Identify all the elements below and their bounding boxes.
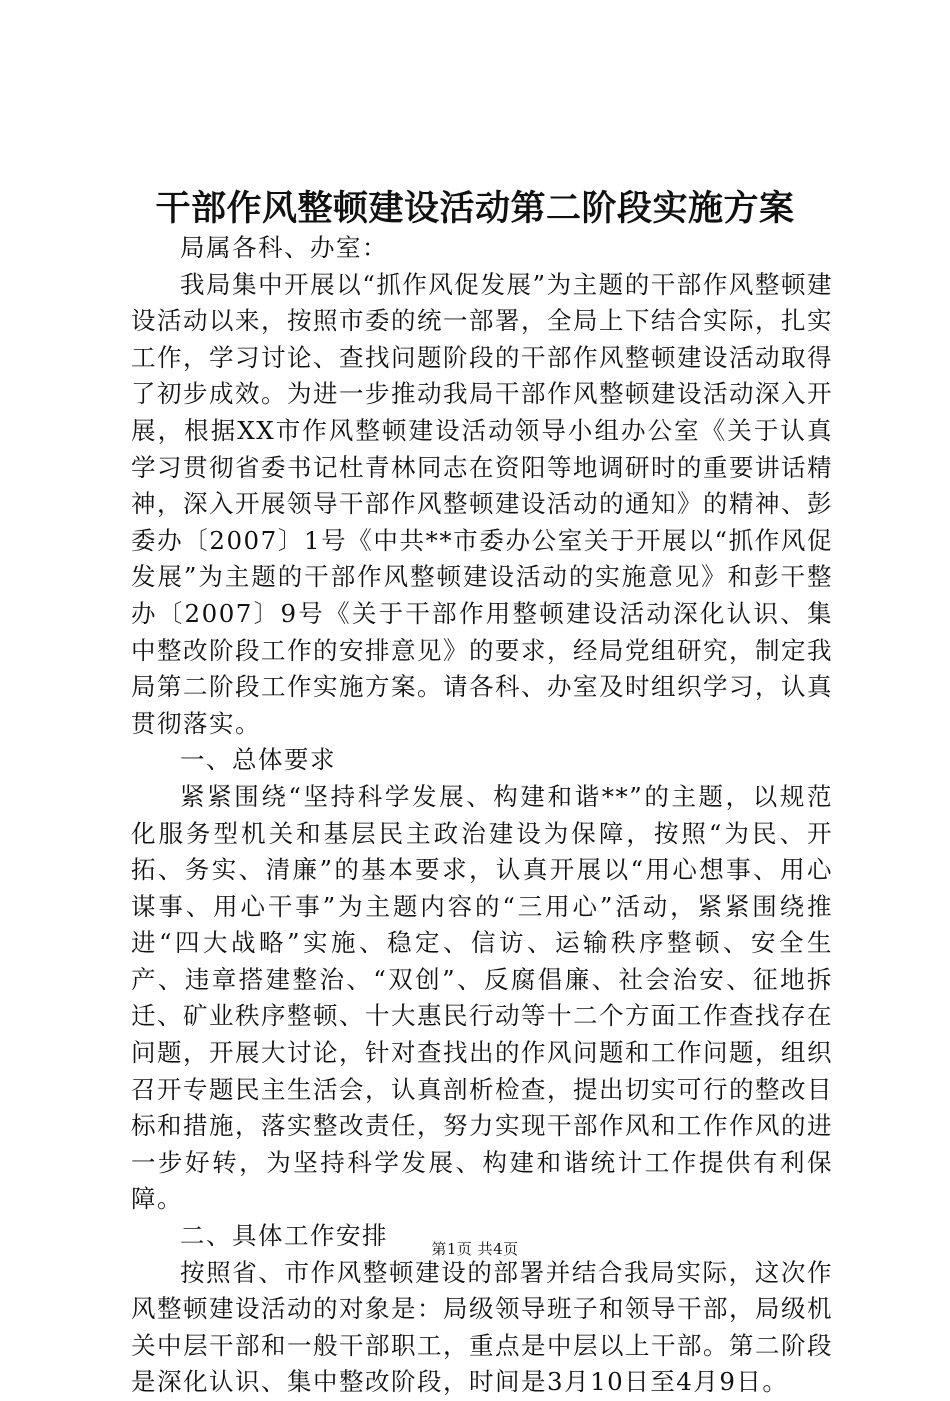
document-body xyxy=(131,230,833,1401)
paragraph-intro: 我局集中开展以“抓作风促发展”为主题的干部作风整顿建设活动以来，按照市委的统一部署，全局上下结合实际，扎实工作，学习讨论、查找问题阶段的干部作风整顿建设活动取得了初步成效。为进一步推动我局干部作风整顿建设活动深入开展，根据XX市作风整顿建设活动领导小组办公室《关于认真学习贯彻省委书记杜青林同志在资阳等地调研时的重要讲话精神，深入开展领导干部作风整顿建设活动的通知》的精神、彭委办〔2007〕1号《中共**市委办公室关于开展以“抓作风促发展”为主题的干部作风整顿建设活动的实施意见》和彭干整办〔2007〕9号《关于干部作用整顿建设活动深化认识、集中整改阶段工作的安排意见》的要求，经局党组研究，制定我局第二阶段工作实施方案。请各科、办室及时组织学习，认真贯彻落实。 xyxy=(131,269,833,738)
document-title: 干部作风整顿建设活动第二阶段实施方案 xyxy=(155,188,795,229)
paragraph-overall-requirements: 紧紧围绕“坚持科学发展、构建和谐**”的主题，以规范化服务型机关和基层民主政治建设为保障，按照“为民、开拓、务实、清廉”的基本要求，认真开展以“用心想事、用心谋事、用心干事”为主题内容的“三用心”活动，紧紧围绕推进“四大战略”实施、稳定、信访、运输秩序整顿、安全生产、违章搭建整治、“双创”、反腐倡廉、社会治安、征地拆迁、矿业秩序整顿、十大惠民行动等十二个方面工作查找存在问题，开展大讨论，针对查找出的作风问题和工作问题，组织召开专题民主生活会，认真剖析检查，提出切实可行的整改目标和措施，落实整改责任，努力实现干部作风和工作作风的进一步好转，为坚持科学发展、构建和谐统计工作提供有利保障。 xyxy=(131,781,833,1214)
section-heading-overall-requirements: 一、总体要求 xyxy=(180,745,336,775)
paragraph-work-arrangements: 按照省、市作风整顿建设的部署并结合我局实际，这次作风整顿建设活动的对象是：局级领导班子和领导干部，局级机关中层干部和一般干部职工，重点是中层以上干部。第二阶段是深化认识、集中整改阶段，时间是3月10日至4月9日。 xyxy=(131,1257,833,1397)
salutation: 局属各科、办室： xyxy=(180,233,388,262)
section-heading-work-arrangements: 二、具体工作安排 xyxy=(180,1221,388,1251)
page-number: 第1页 共4页 xyxy=(431,1240,519,1258)
